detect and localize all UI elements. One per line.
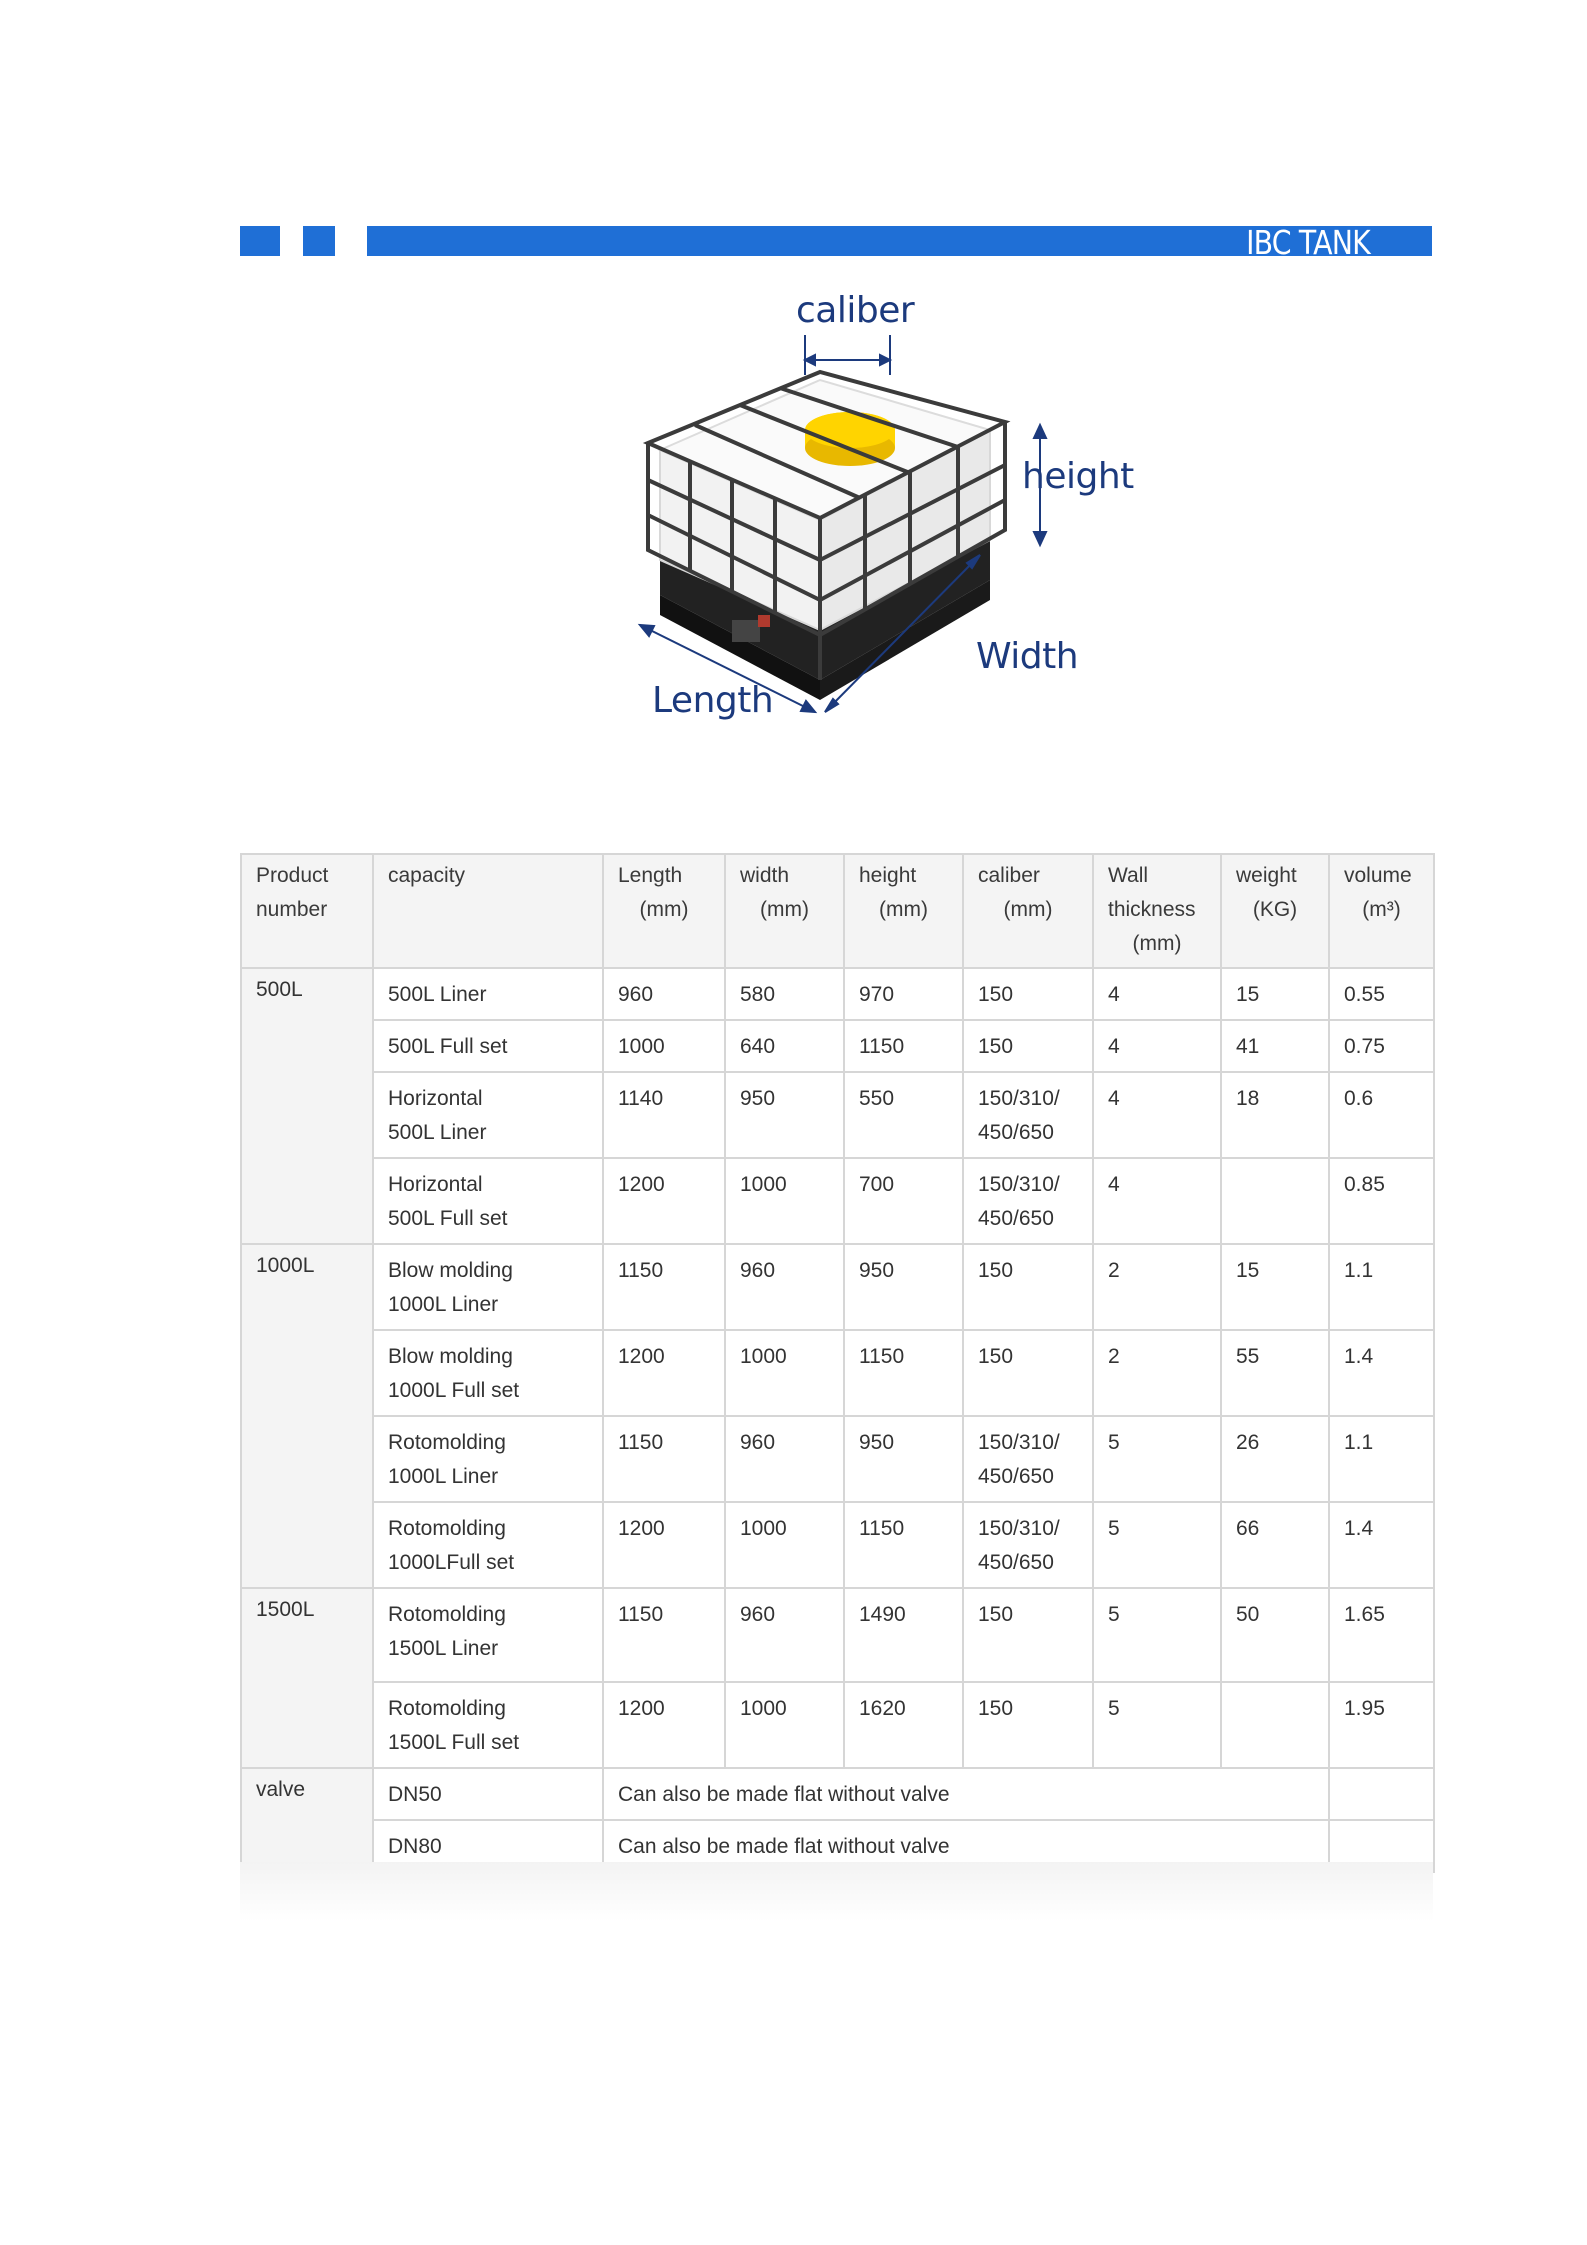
height-cell: 700	[844, 1158, 963, 1244]
weight-cell: 55	[1221, 1330, 1329, 1416]
width-cell: 1000	[725, 1502, 844, 1588]
length-cell: 1150	[603, 1416, 725, 1502]
product-group-1000L: 1000L	[241, 1244, 373, 1588]
volume-cell	[1329, 1768, 1434, 1820]
capacity-cell: Rotomolding 1500L Liner	[373, 1588, 603, 1682]
table-row	[241, 968, 1434, 1020]
length-cell: 1200	[603, 1158, 725, 1244]
caliber-cell: 150	[963, 1244, 1093, 1330]
capacity-cell: Rotomolding 1000LFull set	[373, 1502, 603, 1588]
height-cell: 1620	[844, 1682, 963, 1768]
volume-cell: 1.65	[1329, 1588, 1434, 1682]
table-row	[241, 1502, 1434, 1588]
volume-cell: 1.4	[1329, 1330, 1434, 1416]
table-row	[241, 1588, 1434, 1682]
caliber-cell: 150/310/ 450/650	[963, 1158, 1093, 1244]
weight-cell: 15	[1221, 968, 1329, 1020]
volume-cell: 1.1	[1329, 1244, 1434, 1330]
wall-thickness-cell: 4	[1093, 1072, 1221, 1158]
capacity-cell: Blow molding 1000L Liner	[373, 1244, 603, 1330]
height-cell: 1490	[844, 1588, 963, 1682]
valve-size-cell: DN80	[373, 1820, 603, 1872]
table-row	[241, 1244, 1434, 1330]
width-cell: 1000	[725, 1158, 844, 1244]
caliber-cell: 150	[963, 1020, 1093, 1072]
table-row	[241, 1330, 1434, 1416]
height-cell: 970	[844, 968, 963, 1020]
capacity-cell: 500L Full set	[373, 1020, 603, 1072]
header-weight: weight (KG)	[1221, 854, 1329, 968]
table-row	[241, 1416, 1434, 1502]
wall-thickness-cell: 4	[1093, 1020, 1221, 1072]
volume-cell: 1.95	[1329, 1682, 1434, 1768]
weight-cell: 15	[1221, 1244, 1329, 1330]
caliber-cell: 150	[963, 1588, 1093, 1682]
wall-thickness-cell: 2	[1093, 1244, 1221, 1330]
wall-thickness-cell: 4	[1093, 968, 1221, 1020]
volume-cell: 0.75	[1329, 1020, 1434, 1072]
caliber-cell: 150	[963, 968, 1093, 1020]
header-caliber: caliber (mm)	[963, 854, 1093, 968]
header-width: width (mm)	[725, 854, 844, 968]
table-row	[241, 1158, 1434, 1244]
length-cell: 1150	[603, 1588, 725, 1682]
weight-cell	[1221, 1158, 1329, 1244]
table-bottom-shade	[240, 1862, 1433, 1922]
length-cell: 960	[603, 968, 725, 1020]
capacity-cell: Horizontal 500L Full set	[373, 1158, 603, 1244]
banner-title: IBC TANK	[1246, 223, 1370, 262]
weight-cell: 26	[1221, 1416, 1329, 1502]
width-cell: 960	[725, 1588, 844, 1682]
wall-thickness-cell: 5	[1093, 1682, 1221, 1768]
capacity-cell: Blow molding 1000L Full set	[373, 1330, 603, 1416]
length-label: Length	[652, 680, 774, 721]
header-length: Length (mm)	[603, 854, 725, 968]
weight-cell: 66	[1221, 1502, 1329, 1588]
valve-note-cell: Can also be made flat without valve	[603, 1768, 1329, 1820]
banner-square-1	[240, 226, 280, 256]
weight-cell	[1221, 1682, 1329, 1768]
width-cell: 580	[725, 968, 844, 1020]
product-group-500L: 500L	[241, 968, 373, 1244]
volume-cell: 1.1	[1329, 1416, 1434, 1502]
weight-cell: 18	[1221, 1072, 1329, 1158]
caliber-cell: 150/310/ 450/650	[963, 1072, 1093, 1158]
height-cell: 1150	[844, 1502, 963, 1588]
length-cell: 1000	[603, 1020, 725, 1072]
width-cell: 1000	[725, 1682, 844, 1768]
length-cell: 1200	[603, 1502, 725, 1588]
height-cell: 1150	[844, 1330, 963, 1416]
caliber-cell: 150/310/ 450/650	[963, 1416, 1093, 1502]
width-cell: 960	[725, 1416, 844, 1502]
caliber-cell: 150/310/ 450/650	[963, 1502, 1093, 1588]
header-volume: volume (m³)	[1329, 854, 1434, 968]
length-cell: 1140	[603, 1072, 725, 1158]
caliber-cell: 150	[963, 1682, 1093, 1768]
caliber-label: caliber	[796, 290, 915, 331]
height-cell: 950	[844, 1416, 963, 1502]
header-product-number: Product number	[241, 854, 373, 968]
height-cell: 550	[844, 1072, 963, 1158]
table-row	[241, 1682, 1434, 1768]
capacity-cell: Horizontal 500L Liner	[373, 1072, 603, 1158]
wall-thickness-cell: 5	[1093, 1588, 1221, 1682]
banner-square-2	[303, 226, 335, 256]
volume-cell: 0.85	[1329, 1158, 1434, 1244]
height-cell: 950	[844, 1244, 963, 1330]
wall-thickness-cell: 4	[1093, 1158, 1221, 1244]
volume-cell: 1.4	[1329, 1502, 1434, 1588]
height-cell: 1150	[844, 1020, 963, 1072]
weight-cell: 50	[1221, 1588, 1329, 1682]
table-row	[241, 1072, 1434, 1158]
width-label: Width	[976, 636, 1079, 677]
wall-thickness-cell: 5	[1093, 1502, 1221, 1588]
volume-cell: 0.6	[1329, 1072, 1434, 1158]
header-height: height (mm)	[844, 854, 963, 968]
table-row	[241, 1020, 1434, 1072]
header-banner	[240, 223, 1432, 262]
product-group-valve: valve	[241, 1768, 373, 1872]
wall-thickness-cell: 2	[1093, 1330, 1221, 1416]
banner-bar	[367, 223, 1432, 262]
header-wall-thickness: Wall thickness (mm)	[1093, 854, 1221, 968]
caliber-cell: 150	[963, 1330, 1093, 1416]
valve-row	[241, 1768, 1434, 1820]
header-capacity: capacity	[373, 854, 603, 968]
width-cell: 950	[725, 1072, 844, 1158]
volume-cell: 0.55	[1329, 968, 1434, 1020]
width-cell: 1000	[725, 1330, 844, 1416]
width-cell: 960	[725, 1244, 844, 1330]
height-label: height	[1022, 456, 1134, 497]
table-header-row	[241, 854, 1434, 968]
weight-cell: 41	[1221, 1020, 1329, 1072]
wall-thickness-cell: 5	[1093, 1416, 1221, 1502]
width-cell: 640	[725, 1020, 844, 1072]
valve-size-cell: DN50	[373, 1768, 603, 1820]
spec-table	[240, 853, 1435, 1873]
length-cell: 1200	[603, 1330, 725, 1416]
ibc-tank-diagram	[620, 280, 1140, 750]
length-cell: 1150	[603, 1244, 725, 1330]
valve-note-cell: Can also be made flat without valve	[603, 1820, 1329, 1872]
product-group-1500L: 1500L	[241, 1588, 373, 1768]
capacity-cell: 500L Liner	[373, 968, 603, 1020]
capacity-cell: Rotomolding 1500L Full set	[373, 1682, 603, 1768]
capacity-cell: Rotomolding 1000L Liner	[373, 1416, 603, 1502]
length-cell: 1200	[603, 1682, 725, 1768]
